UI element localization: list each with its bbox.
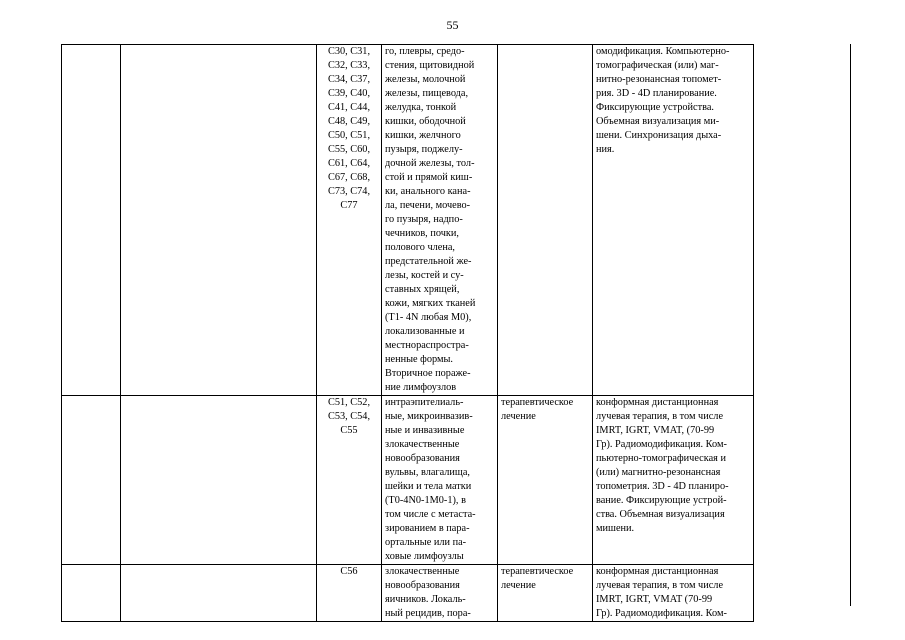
cell-text-line: ные и инвазивные xyxy=(385,425,465,436)
cell-text-line: шени. Синхронизация дыха- xyxy=(596,130,722,141)
cell-text-line: C41, C44, xyxy=(327,102,371,113)
cell-text-line: мишени. xyxy=(596,523,635,534)
cell-text-line: омодификация. Компьютерно- xyxy=(596,46,730,57)
cell-text-line: местнораспростра- xyxy=(385,340,469,351)
cell-text-line: пузыря, поджелу- xyxy=(385,144,463,155)
cell-text-line: вание. Фиксирующие устрой- xyxy=(596,495,727,506)
cell-text-line: (или) магнитно-резонансная xyxy=(596,467,721,478)
cell-text-line: железы, молочной xyxy=(385,74,466,85)
cell-text-line: нитно-резонансная топомет- xyxy=(596,74,722,85)
cell-text-line: C39, C40, xyxy=(327,88,371,99)
cell-text-line: шейки и тела матки xyxy=(385,481,472,492)
cell-text-line: том числе с метаста- xyxy=(385,509,476,520)
cell-text-line: ные, микроинвазив- xyxy=(385,411,473,422)
description-cell xyxy=(382,396,498,565)
icd-codes-cell xyxy=(317,45,382,396)
method-cell xyxy=(593,396,754,565)
cell-text-line: предстательной же- xyxy=(385,256,472,267)
table-row xyxy=(62,45,754,396)
cell-text-line: ки, анального кана- xyxy=(385,186,471,197)
cell-text-line: C55, C60, xyxy=(327,144,371,155)
icd-codes-cell xyxy=(317,396,382,565)
cell-text-line: кишки, ободочной xyxy=(385,116,466,127)
cell-text-line: C56 xyxy=(340,566,358,577)
cell-text-line: ставных хрящей, xyxy=(385,284,460,295)
cell-text-line: томографическая (или) маг- xyxy=(596,60,719,71)
cell-text-line: лучевая терапия, в том числе xyxy=(596,411,724,422)
cell-text-line: железы, пищевода, xyxy=(385,88,469,99)
cell-text-line: конформная дистанционная xyxy=(596,566,719,577)
method-cell xyxy=(593,45,754,396)
cell-text-line: C34, C37, xyxy=(327,74,371,85)
cell-text-line: C50, C51, xyxy=(327,130,371,141)
icd-codes-cell xyxy=(317,565,382,622)
cell-text-line: лучевая терапия, в том числе xyxy=(596,580,724,591)
treatment-type-cell xyxy=(498,396,593,565)
cell-text-line: ховые лимфоузлы xyxy=(385,551,464,562)
cell-text-line: C77 xyxy=(340,200,358,211)
page-number: 55 xyxy=(446,18,459,32)
cell-text-line: кишки, желчного xyxy=(385,130,461,141)
cell-text-line: ненные формы. xyxy=(385,354,453,365)
cell-text-line: чечников, почки, xyxy=(385,228,459,239)
table-row xyxy=(62,565,754,622)
cell-text-line: ние лимфоузлов xyxy=(385,382,457,393)
cell-text-line: IMRT, IGRT, VMAT, (70-99 xyxy=(596,425,715,436)
cell-text-line: C73, C74, xyxy=(327,186,371,197)
cell-text-line: (T1- 4N любая M0), xyxy=(385,312,472,323)
cell-text-line: C32, C33, xyxy=(327,60,371,71)
empty-cell xyxy=(62,45,121,396)
cell-text-line: новообразования xyxy=(385,453,460,464)
cell-text-line: Гр). Радиомодификация. Ком- xyxy=(596,439,727,450)
cell-text-line: Объемная визуализация ми- xyxy=(596,116,720,127)
cell-text-line: го, плевры, средо- xyxy=(385,46,465,57)
cell-text-line: C61, C64, xyxy=(327,158,371,169)
cell-text-line: лечение xyxy=(501,580,536,591)
cell-text-line: го пузыря, надпо- xyxy=(385,214,463,225)
cell-text-line: лезы, костей и су- xyxy=(385,270,464,281)
description-cell xyxy=(382,565,498,622)
cell-text-line: яичников. Локаль- xyxy=(385,594,466,605)
cell-text-line: лечение xyxy=(501,411,536,422)
page-right-rule xyxy=(850,44,851,606)
cell-text-line: рия. 3D - 4D планирование. xyxy=(596,88,717,99)
cell-text-line: Вторичное пораже- xyxy=(385,368,471,379)
cell-text-line: Гр). Радиомодификация. Ком- xyxy=(596,608,727,619)
cell-text-line: полового члена, xyxy=(385,242,455,253)
cell-text-line: злокачественные xyxy=(385,566,460,577)
empty-cell xyxy=(121,565,317,622)
cell-text-line: терапевтическое xyxy=(501,397,574,408)
cell-text-line: новообразования xyxy=(385,580,460,591)
cell-text-line: кожи, мягких тканей xyxy=(385,298,476,309)
cell-text-line: вульвы, влагалища, xyxy=(385,467,471,478)
empty-cell xyxy=(121,396,317,565)
cell-text-line: желудка, тонкой xyxy=(385,102,457,113)
cell-text-line: локализованные и xyxy=(385,326,465,337)
empty-cell xyxy=(62,565,121,622)
cell-text-line: ный рецидив, пора- xyxy=(385,608,471,619)
cell-text-line: (T0-4N0-1M0-1), в xyxy=(385,495,466,506)
cell-text-line: C53, C54, xyxy=(327,411,371,422)
cell-text-line: C48, C49, xyxy=(327,116,371,127)
cell-text-line: C55 xyxy=(340,425,358,436)
cell-text-line: зированием в пара- xyxy=(385,523,470,534)
empty-cell xyxy=(121,45,317,396)
treatment-type-cell xyxy=(498,565,593,622)
cell-text-line: IMRT, IGRT, VMAT (70-99 xyxy=(596,594,713,605)
cell-text-line: пьютерно-томографическая и xyxy=(596,453,726,464)
cell-text-line: злокачественные xyxy=(385,439,460,450)
table-row xyxy=(62,396,754,565)
description-cell xyxy=(382,45,498,396)
treatment-table xyxy=(61,44,754,622)
cell-text-line: стения, щитовидной xyxy=(385,60,475,71)
cell-text-line: конформная дистанционная xyxy=(596,397,719,408)
cell-text-line: ортальные или па- xyxy=(385,537,467,548)
cell-text-line: интраэпителиаль- xyxy=(385,397,464,408)
cell-text-line: ла, печени, мочево- xyxy=(385,200,471,211)
cell-text-line: дочной железы, тол- xyxy=(385,158,475,169)
cell-text-line: ния. xyxy=(596,144,615,155)
empty-cell xyxy=(62,396,121,565)
cell-text-line: C30, C31, xyxy=(327,46,371,57)
cell-text-line: терапевтическое xyxy=(501,566,574,577)
cell-text-line: топометрия. 3D - 4D планиро- xyxy=(596,481,729,492)
method-cell xyxy=(593,565,754,622)
cell-text-line: стой и прямой киш- xyxy=(385,172,473,183)
cell-text-line: C51, C52, xyxy=(327,397,371,408)
cell-text-line: Фиксирующие устройства. xyxy=(596,102,715,113)
treatment-type-cell xyxy=(498,45,593,396)
cell-text-line: ства. Объемная визуализация xyxy=(596,509,725,520)
cell-text-line: C67, C68, xyxy=(327,172,371,183)
